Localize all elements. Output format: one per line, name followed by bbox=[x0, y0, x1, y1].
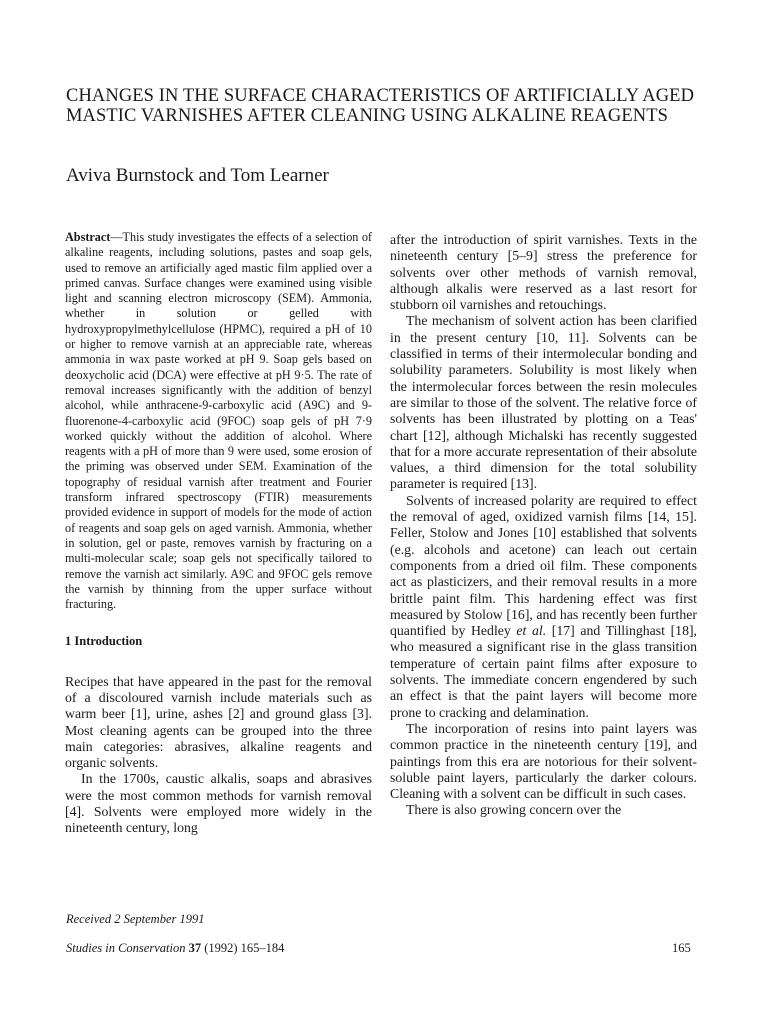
journal-citation bbox=[66, 941, 284, 956]
body-paragraph-3-part-b: [17] and Tillinghast [18], who measured a significant rise in the glass transition temperature of certain paint films after exposure to solvents. The immediate concern engendered by such an effect is that the paint layers will become more prone to cracking and delamination. bbox=[390, 623, 698, 720]
intro-paragraph-1: Recipes that have appeared in the past for the removal of a discoloured varnish include materials such as warm beer [1], urine, ashes [2] and ground glass [3]. Most cleaning agents can be grouped into the three main categories: abrasives, alkaline reagents and organic solvents. bbox=[65, 673, 372, 771]
body-paragraph-4: The incorporation of resins into paint layers was common practice in the nineteenth century [19], and paintings from this era are notorious for their solvent-soluble paint layers, particularly the darker colours. Cleaning with a solvent can be difficult in such cases. bbox=[390, 720, 697, 802]
abstract-label: Abstract bbox=[65, 230, 111, 244]
page-number: 165 bbox=[672, 941, 691, 955]
body-paragraph-1: after the introduction of spirit varnishes. Texts in the nineteenth century [5–9] stress the preference for solvents over other methods of varnish removal, although alkalis were reserved as a last resort for stubborn oil varnishes and retouchings. bbox=[390, 232, 697, 313]
body-paragraph-3 bbox=[390, 493, 697, 721]
section-heading-introduction: 1 Introduction bbox=[65, 634, 143, 649]
journal-name: Studies in Conservation bbox=[66, 941, 186, 955]
intro-paragraph-2: In the 1700s, caustic alkalis, soaps and abrasives were the most common methods for varnish removal [4]. Solvents were employed more widely in the nineteenth century, long bbox=[65, 771, 372, 836]
abstract bbox=[65, 230, 372, 612]
body-paragraph-2: The mechanism of solvent action has been clarified in the present century [10, 11]. Solvents can be classified in terms of their intermolecular bonding and solubility parameters. Solubility is most likely when the intermolecular forces between the resin molecules are similar to those of the solvent. The relative force of solvents has been illustrated by plotting on a Teas' chart [12], although Michalski has recently suggested that for a more accurate representation of their absolute values, a third dimension for the total solubility parameter is required [13]. bbox=[390, 313, 697, 492]
body-paragraph-3-part-a: Solvents of increased polarity are required to effect the removal of aged, oxidized varnish films [14, 15]. Feller, Stolow and Jones [10] established that solvents (e.g. alcohols and acetone) can leach out certain components from a dried oil film. These components act as plasticizers, and their removal results in a more brittle paint film. This hardening effect was first measured by Stolow [16], and has recently been further quantified by Hedley bbox=[390, 492, 697, 639]
journal-year-pages: (1992) 165–184 bbox=[201, 941, 285, 955]
received-date: Received 2 September 1991 bbox=[66, 912, 205, 926]
et-al: et al. bbox=[516, 623, 547, 639]
right-column bbox=[390, 232, 697, 819]
left-column bbox=[65, 230, 372, 837]
journal-volume: 37 bbox=[188, 941, 202, 955]
article-title: CHANGES IN THE SURFACE CHARACTERISTICS OF ARTIFICIALLY AGED MASTIC VARNISHES AFTER CLEANING USING ALKALINE REAGENTS bbox=[66, 86, 695, 126]
body-paragraph-5: There is also growing concern over the bbox=[406, 802, 622, 818]
abstract-text: —This study investigates the effects of a selection of alkaline reagents, including solutions, pastes and soap gels, used to remove an artificially aged mastic film applied over a primed canvas. Surface changes were examined using visible light and scanning electron microscopy (SEM). Ammonia, whether in solution or gelled with hydroxypropylmethylcellulose (HPMC), required a pH of 10 or higher to remove varnish at an appreciable rate, whereas ammonia in wax paste worked at pH 9. Soap gels based on deoxycholic acid (DCA) were effective at pH 9·5. The rate of removal increases significantly with the addition of benzyl alcohol, while anthracene-9-carboxylic acid (A9C) and 9-fluorenone-4-carboxylic acid (9FOC) soap gels of pH 7·9 worked quickly without the addition of alcohol. Where reagents with a pH of more than 9 were used, some erosion of the priming was observed under SEM. Examination of the topography of residual varnish after treatment and Fourier transform infrared spectroscopy (FTIR) measurements provided evidence in support of models for the mode of action of reagents and soap gels on aged varnish. Ammonia, whether in solution, gel or paste, removes varnish by fracturing on a multi-molecular scale; soap gels not specifically tailored to remove the varnish act similarly. A9C and 9FOC gels remove the varnish by thinning from the upper surface without fracturing. bbox=[65, 230, 372, 612]
article-authors: Aviva Burnstock and Tom Learner bbox=[66, 165, 329, 186]
